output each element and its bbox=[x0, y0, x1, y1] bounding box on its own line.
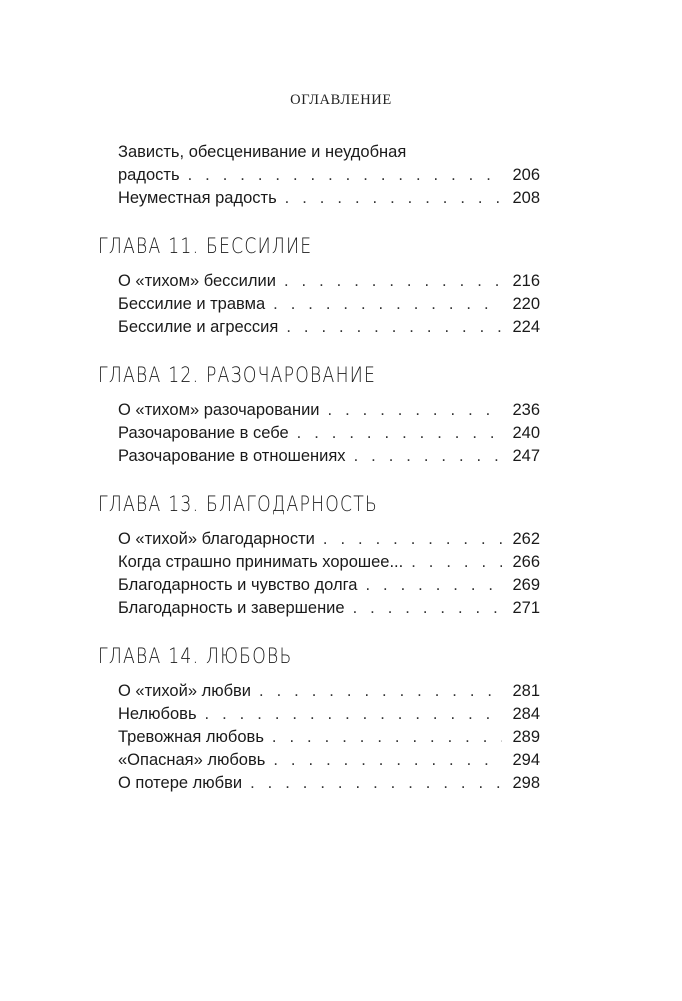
toc-entry-title: О «тихом» разочаровании bbox=[118, 401, 320, 419]
dot-leader bbox=[365, 574, 502, 597]
toc-entry-title: Бессилие и травма bbox=[118, 295, 266, 313]
toc-entry bbox=[118, 528, 540, 551]
toc-entry-title: Разочарование в отношениях bbox=[118, 447, 346, 465]
toc-page-number: 269 bbox=[512, 576, 540, 594]
dot-leader bbox=[188, 164, 502, 187]
toc-entry-title: О «тихой» любви bbox=[118, 682, 252, 700]
dot-leader bbox=[272, 726, 502, 749]
chapter-heading: ГЛАВА 13. БЛАГОДАРНОСТЬ bbox=[98, 492, 379, 516]
toc-entry bbox=[118, 726, 540, 749]
toc-entry bbox=[118, 270, 540, 293]
toc-entry bbox=[118, 316, 540, 339]
toc-page-number: 298 bbox=[512, 774, 540, 792]
dot-leader bbox=[297, 422, 502, 445]
toc-entry bbox=[118, 399, 540, 422]
toc-entry-title: Нелюбовь bbox=[118, 705, 197, 723]
chapter-heading: ГЛАВА 14. ЛЮБОВЬ bbox=[98, 644, 293, 668]
toc-entry-title: О потере любви bbox=[118, 774, 243, 792]
toc-entry-title: «Опасная» любовь bbox=[118, 751, 266, 769]
toc-page-number: 289 bbox=[512, 728, 540, 746]
toc-page-number: 236 bbox=[512, 401, 540, 419]
dot-leader bbox=[353, 597, 502, 620]
toc-page-number: 224 bbox=[512, 318, 540, 336]
toc-entry bbox=[118, 597, 540, 620]
dot-leader bbox=[411, 551, 502, 574]
chapter-heading: ГЛАВА 11. БЕССИЛИЕ bbox=[98, 234, 313, 258]
table-of-contents bbox=[98, 141, 540, 795]
toc-entry-title: Благодарность и чувство долга bbox=[118, 576, 358, 594]
dot-leader bbox=[286, 316, 502, 339]
toc-entry-title: Благодарность и завершение bbox=[118, 599, 345, 617]
toc-entry bbox=[118, 141, 540, 187]
dot-leader bbox=[328, 399, 502, 422]
chapter-heading: ГЛАВА 12. РАЗОЧАРОВАНИЕ bbox=[98, 363, 377, 387]
toc-entry bbox=[118, 445, 540, 468]
toc-entry-title: Разочарование в себе bbox=[118, 424, 289, 442]
toc-entry-title: Бессилие и агрессия bbox=[118, 318, 279, 336]
dot-leader bbox=[284, 270, 502, 293]
toc-entry bbox=[118, 749, 540, 772]
dot-leader bbox=[259, 680, 502, 703]
toc-page-number: 281 bbox=[512, 682, 540, 700]
dot-leader bbox=[205, 703, 502, 726]
dot-leader bbox=[285, 187, 502, 210]
toc-entry bbox=[118, 703, 540, 726]
toc-page-number: 271 bbox=[512, 599, 540, 617]
dot-leader bbox=[250, 772, 502, 795]
toc-entry-title: Тревожная любовь bbox=[118, 728, 264, 746]
toc-entry bbox=[118, 187, 540, 210]
toc-entry bbox=[118, 680, 540, 703]
toc-page-number: 266 bbox=[512, 553, 540, 571]
dot-leader bbox=[273, 749, 502, 772]
toc-entry-title: О «тихой» благодарности bbox=[118, 530, 315, 548]
toc-entry-title: Когда страшно принимать хорошее... bbox=[118, 553, 404, 571]
toc-entry bbox=[118, 574, 540, 597]
toc-page-number: 208 bbox=[512, 189, 540, 207]
toc-page-number: 220 bbox=[512, 295, 540, 313]
toc-page-number: 216 bbox=[512, 272, 540, 290]
dot-leader bbox=[354, 445, 502, 468]
toc-entry bbox=[118, 293, 540, 316]
dot-leader bbox=[323, 528, 502, 551]
toc-page-number: 247 bbox=[512, 447, 540, 465]
toc-page-number: 206 bbox=[512, 166, 540, 184]
toc-page-number: 240 bbox=[512, 424, 540, 442]
running-head: ОГЛАВЛЕНИЕ bbox=[290, 92, 392, 108]
toc-entry-title: Неуместная радость bbox=[118, 189, 277, 207]
dot-leader bbox=[273, 293, 502, 316]
toc-page-number: 284 bbox=[512, 705, 540, 723]
toc-page-number: 262 bbox=[512, 530, 540, 548]
toc-page-number: 294 bbox=[512, 751, 540, 769]
toc-entry bbox=[118, 551, 540, 574]
toc-entry-title: О «тихом» бессилии bbox=[118, 272, 276, 290]
toc-entry bbox=[118, 772, 540, 795]
toc-entry-title: Зависть, обесценивание и неудобная bbox=[118, 143, 407, 161]
toc-entry-title: радость bbox=[118, 166, 180, 184]
toc-entry bbox=[118, 422, 540, 445]
